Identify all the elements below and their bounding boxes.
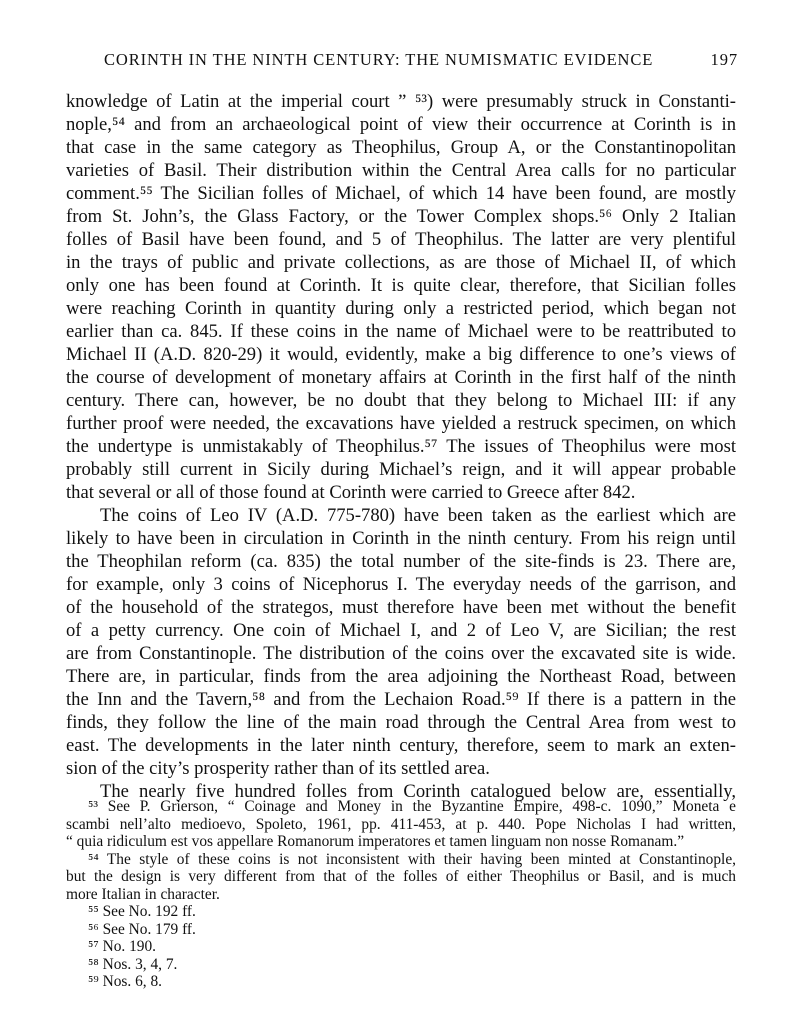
- footnotes: [66, 798, 736, 991]
- body-line: comment.⁵⁵ The Sicilian folles of Michael, of which 14 have been found, are mostly: [66, 183, 736, 204]
- footnote-line: ⁵⁷ No. 190.: [88, 938, 157, 955]
- body-line: from St. John’s, the Glass Factory, or the Tower Complex shops.⁵⁶ Only 2 Italian: [66, 206, 736, 227]
- body-line: The nearly five hundred folles from Corinth catalogued below are, essentially,: [100, 781, 736, 802]
- footnote-line: ⁵³ See P. Grierson, “ Coinage and Money in the Byzantine Empire, 498-c. 1090,” Moneta e: [88, 798, 736, 815]
- running-title: CORINTH IN THE NINTH CENTURY: THE NUMISMATIC EVIDENCE: [104, 50, 654, 69]
- page-number: 197: [710, 50, 738, 69]
- body-line: century. There can, however, be no doubt that they belong to Michael III: if any: [66, 390, 736, 411]
- footnote-line: ⁵⁸ Nos. 3, 4, 7.: [88, 955, 178, 973]
- body-line: finds, they follow the line of the main road through the Central Area from west to: [66, 712, 736, 733]
- body-line: folles of Basil have been found, and 5 of Theophilus. The latter are very plentiful: [66, 229, 736, 250]
- footnote-line: “ quia ridiculum est vos appellare Romanorum imperatores et tamen linguam non nosse Romanam.”: [66, 833, 685, 850]
- body-line: only one has been found at Corinth. It is quite clear, therefore, that Sicilian folles: [66, 275, 736, 296]
- footnote-line: but the design is very different from that of the folles of either Theophilus or Basil, and is much: [66, 868, 736, 885]
- body-line: probably still current in Sicily during Michael’s reign, and it will appear probable: [66, 459, 736, 480]
- body-line: likely to have been in circulation in Corinth in the ninth century. From his reign until: [66, 528, 736, 549]
- body-line: in the trays of public and private collections, as are those of Michael II, of which: [66, 252, 736, 273]
- body-line: the course of development of monetary affairs at Corinth in the first half of the ninth: [66, 367, 736, 388]
- body-line: sion of the city’s prosperity rather than of its settled area.: [66, 758, 490, 779]
- body-line: the Inn and the Tavern,⁵⁸ and from the Lechaion Road.⁵⁹ If there is a pattern in the: [66, 689, 736, 710]
- footnote-line: ⁵⁹ Nos. 6, 8.: [88, 973, 163, 990]
- body-line: The coins of Leo IV (A.D. 775-780) have been taken as the earliest which are: [100, 505, 736, 526]
- footnote-line: scambi nell’alto medioevo, Spoleto, 1961, pp. 411-453, at p. 440. Pope Nicholas I had written,: [66, 815, 736, 833]
- body-line: varieties of Basil. Their distribution within the Central Area calls for no particular: [66, 160, 736, 181]
- footnote-line: ⁵⁴ The style of these coins is not inconsistent with their having been minted at Constantinople,: [88, 850, 736, 868]
- body-line: earlier than ca. 845. If these coins in the name of Michael were to be reattributed to: [66, 321, 736, 342]
- running-header: [66, 50, 738, 72]
- body-line: east. The developments in the later ninth century, therefore, seem to mark an exten-: [66, 735, 736, 756]
- body-line: of the household of the strategos, must therefore have been met without the benefit: [66, 597, 736, 618]
- body-line: for example, only 3 coins of Nicephorus I. The everyday needs of the garrison, and: [66, 574, 736, 595]
- body-line: are from Constantinople. The distribution of the coins over the excavated site is wide.: [66, 643, 736, 664]
- body-line: of a petty currency. One coin of Michael I, and 2 of Leo V, are Sicilian; the rest: [66, 620, 736, 641]
- body-line: knowledge of Latin at the imperial court ” ⁵³) were presumably struck in Constanti-: [66, 91, 736, 112]
- footnote-line: ⁵⁵ See No. 192 ff.: [88, 903, 196, 920]
- body-line: the undertype is unmistakably of Theophilus.⁵⁷ The issues of Theophilus were most: [66, 436, 736, 457]
- body-line: further proof were needed, the excavations have yielded a restruck specimen, on which: [66, 413, 736, 434]
- body-line: were reaching Corinth in quantity during only a restricted period, which began not: [66, 298, 736, 319]
- body-line: nople,⁵⁴ and from an archaeological point of view their occurrence at Corinth is in: [66, 114, 736, 135]
- body-line: that case in the same category as Theophilus, Group A, or the Constantinopolitan: [66, 137, 736, 158]
- footnote-line: more Italian in character.: [66, 885, 220, 903]
- body-line: the Theophilan reform (ca. 835) the total number of the site-finds is 23. There are,: [66, 551, 736, 572]
- body-text: [66, 90, 736, 803]
- footnote-line: ⁵⁶ See No. 179 ff.: [88, 920, 196, 938]
- body-line: that several or all of those found at Corinth were carried to Greece after 842.: [66, 482, 636, 503]
- body-line: Michael II (A.D. 820-29) it would, evidently, make a big difference to one’s views of: [66, 344, 736, 365]
- body-line: There are, in particular, finds from the area adjoining the Northeast Road, between: [66, 666, 736, 687]
